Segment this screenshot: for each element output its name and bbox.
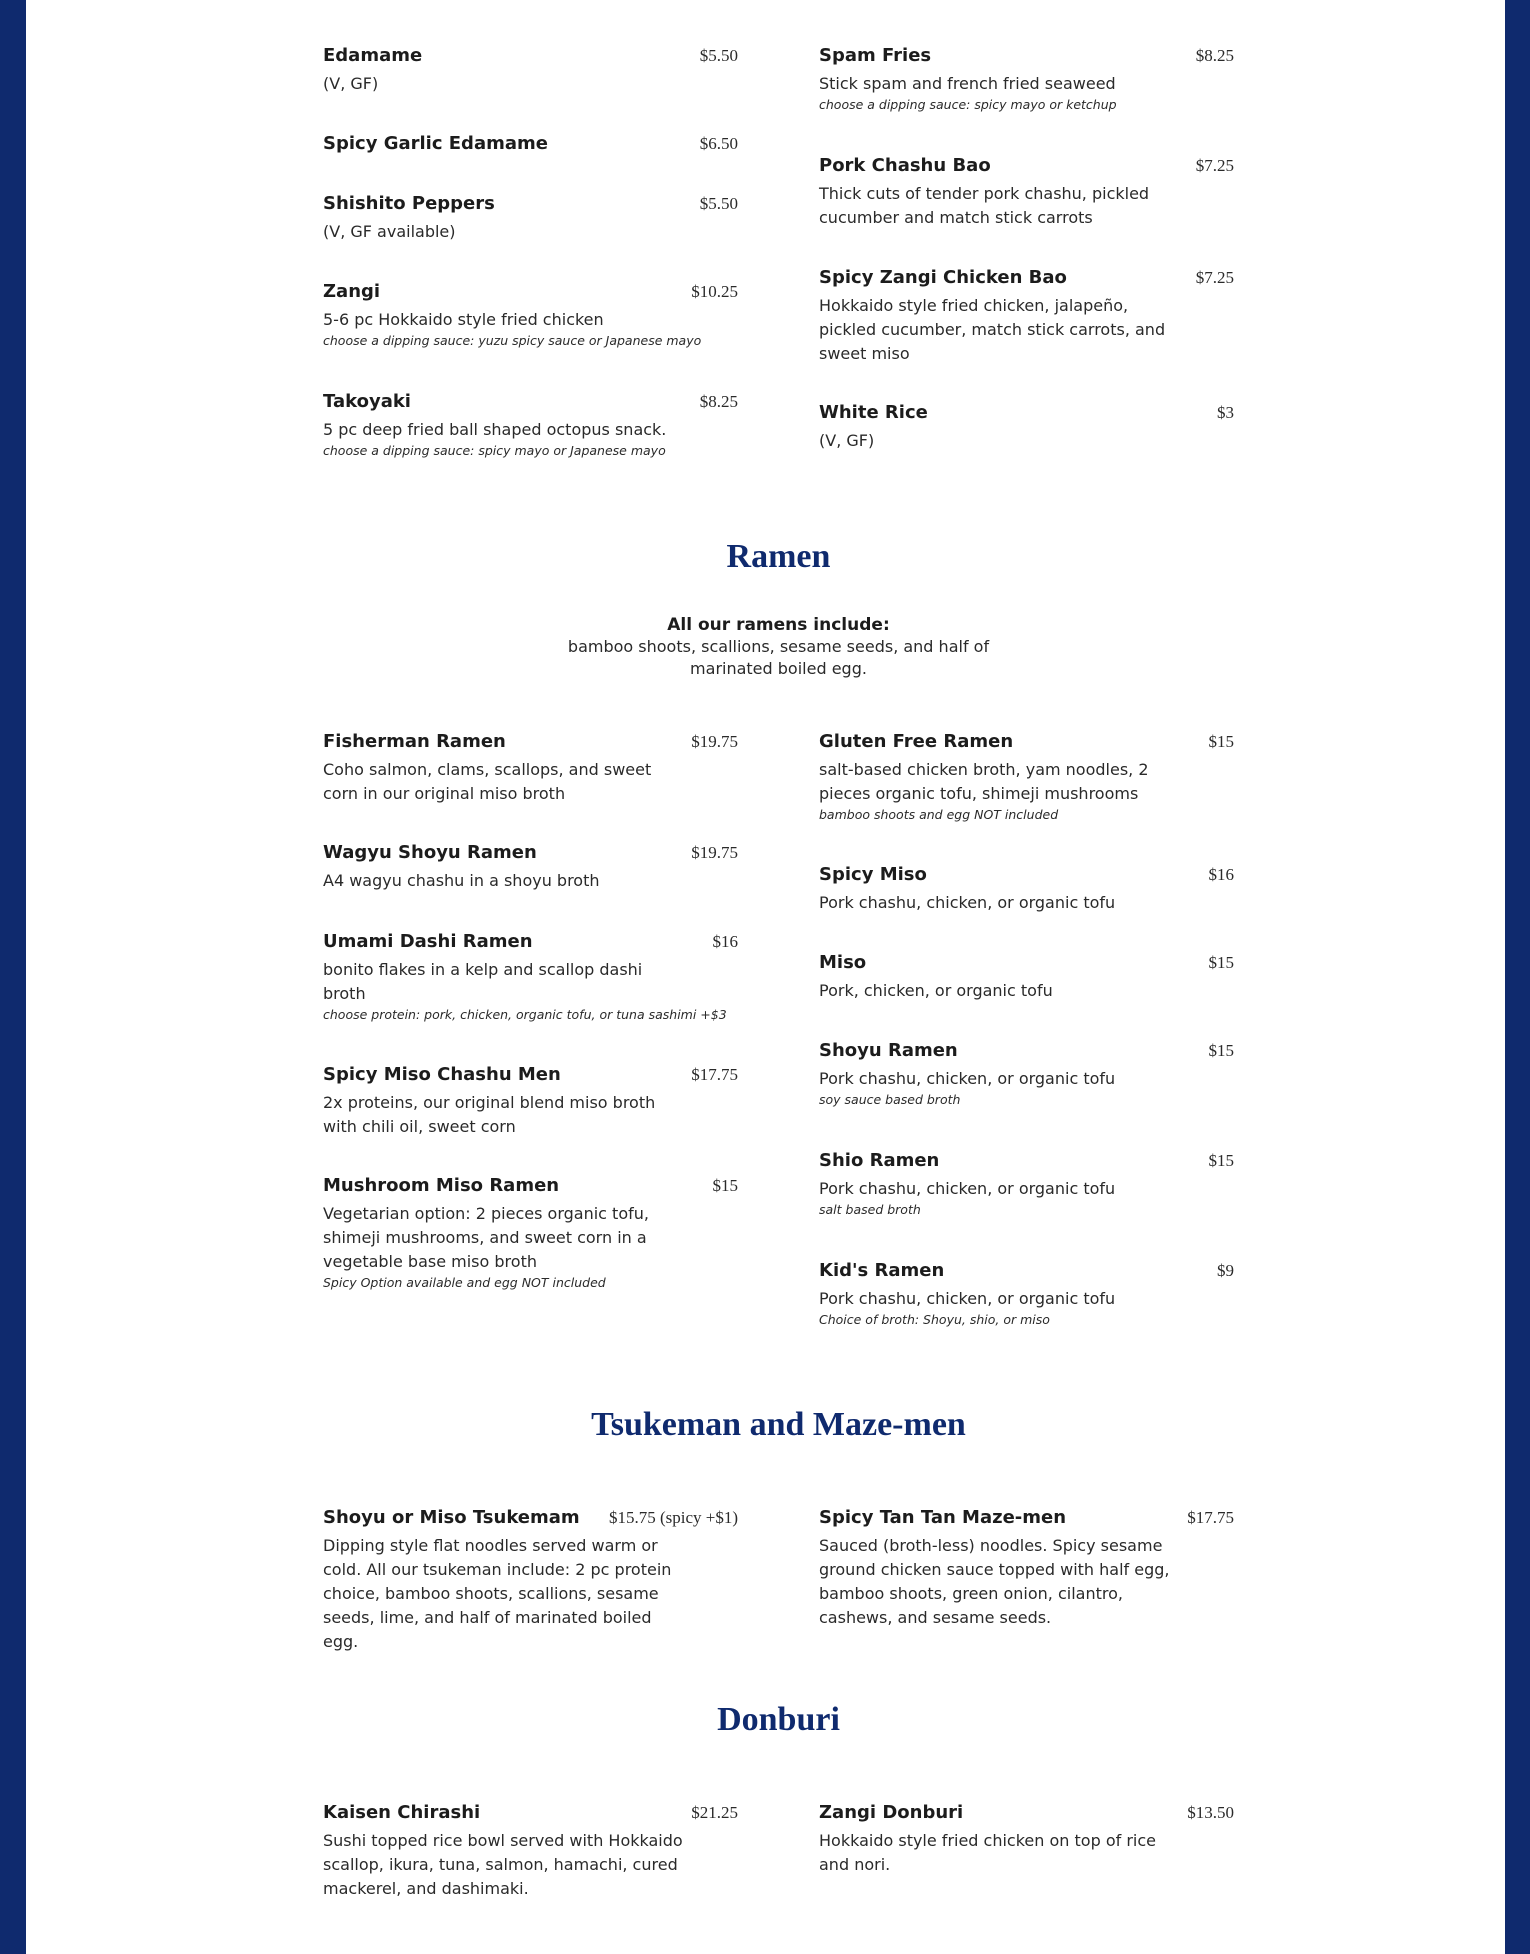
item-note: Spicy Option available and egg NOT included <box>323 1275 606 1290</box>
item-note: choose a dipping sauce: spicy mayo or ketchup <box>819 97 1117 112</box>
ramen-intro-line: bamboo shoots, scallions, sesame seeds, and half of <box>567 637 990 656</box>
item-price: $10.25 <box>691 282 738 301</box>
item-description: Pork chashu, chicken, or organic tofu <box>819 1289 1116 1308</box>
item-name: Kid's Ramen <box>819 1260 945 1281</box>
item-price: $8.25 <box>699 392 738 411</box>
item-description: Thick cuts of tender pork chashu, pickled cucumber and match stick carrots <box>819 184 1150 227</box>
donburi-section <box>323 1802 1234 1901</box>
menu-item <box>819 1260 1234 1328</box>
menu-item <box>819 731 1234 864</box>
item-name: Pork Chashu Bao <box>819 155 991 176</box>
item-price: $13.50 <box>1187 1803 1234 1822</box>
item-name: Spicy Miso Chashu Men <box>323 1064 561 1085</box>
ramen-intro <box>323 614 1234 680</box>
menu-item <box>323 842 738 931</box>
section-title-tsukemen: Tsukeman and Maze-men <box>591 1406 966 1443</box>
item-description: 5 pc deep fried ball shaped octopus snack. <box>323 420 667 439</box>
item-price: $3 <box>1217 403 1234 422</box>
item-description: Dipping style flat noodles served warm or cold. All our tsukeman include: 2 pc protein choice, bamboo shoots, scallions, sesame seeds, lime, and half of marinated boiled egg. <box>323 1536 672 1651</box>
menu-item <box>323 391 738 459</box>
item-name: Kaisen Chirashi <box>323 1802 481 1823</box>
ramen-right-column <box>819 731 1234 1328</box>
item-note: bamboo shoots and egg NOT included <box>819 807 1059 822</box>
menu-item <box>819 1150 1234 1260</box>
item-price: $7.25 <box>1195 156 1234 175</box>
menu-item <box>323 1802 738 1901</box>
menu-item <box>323 45 738 133</box>
item-price: $17.75 <box>1187 1508 1234 1527</box>
menu-item <box>323 1507 738 1654</box>
item-description: Coho salmon, clams, scallops, and sweet corn in our original miso broth <box>323 760 652 803</box>
menu-item <box>323 1175 738 1291</box>
item-name: Edamame <box>323 45 423 66</box>
item-note: choose a dipping sauce: yuzu spicy sauce or Japanese mayo <box>323 333 702 348</box>
menu-item <box>819 1507 1234 1630</box>
tsukemen-section <box>323 1507 1234 1654</box>
item-price: $16 <box>1208 865 1234 884</box>
item-name: Spicy Zangi Chicken Bao <box>819 267 1067 288</box>
menu-item <box>323 133 738 193</box>
item-description: Pork, chicken, or organic tofu <box>819 981 1053 1000</box>
item-price: $16 <box>712 932 738 951</box>
item-price: $5.50 <box>699 46 738 65</box>
item-price: $5.50 <box>699 194 738 213</box>
menu-item <box>819 402 1234 453</box>
menu-item <box>323 931 738 1064</box>
item-price: $15.75 (spicy +$1) <box>608 1508 738 1527</box>
item-price: $15 <box>1208 1041 1234 1060</box>
menu-item <box>323 1064 738 1175</box>
item-name: Zangi <box>323 281 381 302</box>
item-price: $6.50 <box>699 134 738 153</box>
item-description: (V, GF) <box>323 74 379 93</box>
item-description: bonito flakes in a kelp and scallop dashi broth <box>323 960 643 1003</box>
item-note: Choice of broth: Shoyu, shio, or miso <box>819 1312 1050 1327</box>
menu-item <box>819 1040 1234 1150</box>
item-note: soy sauce based broth <box>819 1092 961 1107</box>
item-description: 2x proteins, our original blend miso broth with chili oil, sweet corn <box>323 1093 656 1136</box>
menu-item <box>819 864 1234 952</box>
item-description: A4 wagyu chashu in a shoyu broth <box>323 871 600 890</box>
item-price: $8.25 <box>1195 46 1234 65</box>
item-name: Mushroom Miso Ramen <box>323 1175 560 1196</box>
item-price: $9 <box>1217 1261 1234 1280</box>
item-name: Spicy Tan Tan Maze-men <box>819 1507 1067 1528</box>
menu-item <box>819 155 1234 267</box>
item-price: $7.25 <box>1195 268 1234 287</box>
item-name: White Rice <box>819 402 928 423</box>
menu-item <box>323 193 738 281</box>
menu-item <box>819 45 1234 155</box>
item-description: Sauced (broth-less) noodles. Spicy sesame ground chicken sauce topped with half egg, bamboo shoots, green onion, cilantro, cashews, and sesame seeds. <box>819 1536 1170 1627</box>
item-price: $15 <box>1208 1151 1234 1170</box>
menu-item <box>819 1802 1234 1877</box>
item-description: 5-6 pc Hokkaido style fried chicken <box>323 310 604 329</box>
item-price: $19.75 <box>691 732 738 751</box>
item-name: Wagyu Shoyu Ramen <box>323 842 537 863</box>
item-price: $21.25 <box>691 1803 738 1822</box>
item-description: Vegetarian option: 2 pieces organic tofu, shimeji mushrooms, and sweet corn in a vegetable base miso broth <box>323 1204 649 1271</box>
appetizers-right-column <box>819 45 1234 459</box>
tsukemen-left-column <box>323 1507 738 1654</box>
item-description: salt-based chicken broth, yam noodles, 2 pieces organic tofu, shimeji mushrooms <box>819 760 1149 803</box>
item-price: $19.75 <box>691 843 738 862</box>
item-note: choose a dipping sauce: spicy mayo or Japanese mayo <box>323 443 666 458</box>
item-name: Umami Dashi Ramen <box>323 931 533 952</box>
item-note: choose protein: pork, chicken, organic tofu, or tuna sashimi +$3 <box>323 1007 727 1022</box>
item-price: $17.75 <box>691 1065 738 1084</box>
item-description: Pork chashu, chicken, or organic tofu <box>819 893 1116 912</box>
item-name: Shishito Peppers <box>323 193 495 214</box>
item-name: Shio Ramen <box>819 1150 940 1171</box>
item-description: Hokkaido style fried chicken on top of rice and nori. <box>819 1831 1156 1874</box>
item-name: Gluten Free Ramen <box>819 731 1014 752</box>
item-name: Shoyu Ramen <box>819 1040 958 1061</box>
item-note: salt based broth <box>819 1202 921 1217</box>
ramen-section <box>323 731 1234 1328</box>
item-price: $15 <box>1208 732 1234 751</box>
item-name: Takoyaki <box>323 391 411 412</box>
item-price: $15 <box>1208 953 1234 972</box>
menu-item <box>819 952 1234 1040</box>
section-title-ramen: Ramen <box>726 538 831 575</box>
menu-page <box>26 0 1505 1954</box>
menu-item <box>323 281 738 391</box>
menu-item <box>819 267 1234 402</box>
tsukemen-right-column <box>819 1507 1234 1654</box>
menu-item <box>323 731 738 842</box>
ramen-intro-heading: All our ramens include: <box>667 615 890 635</box>
section-title-donburi: Donburi <box>717 1701 840 1738</box>
item-description: Hokkaido style fried chicken, jalapeño, pickled cucumber, match stick carrots, and sweet miso <box>819 296 1166 363</box>
item-name: Zangi Donburi <box>819 1802 964 1823</box>
appetizers-left-column <box>323 45 738 459</box>
item-description: (V, GF) <box>819 431 875 450</box>
item-description: Pork chashu, chicken, or organic tofu <box>819 1069 1116 1088</box>
ramen-left-column <box>323 731 738 1328</box>
donburi-left-column <box>323 1802 738 1901</box>
donburi-right-column <box>819 1802 1234 1901</box>
item-name: Miso <box>819 952 867 973</box>
item-description: (V, GF available) <box>323 222 456 241</box>
item-price: $15 <box>712 1176 738 1195</box>
item-name: Fisherman Ramen <box>323 731 506 752</box>
item-description: Sushi topped rice bowl served with Hokkaido scallop, ikura, tuna, salmon, hamachi, cured mackerel, and dashimaki. <box>323 1831 683 1898</box>
item-description: Stick spam and french fried seaweed <box>819 74 1116 93</box>
item-name: Spicy Miso <box>819 864 927 885</box>
appetizers-section <box>323 45 1234 459</box>
item-name: Spicy Garlic Edamame <box>323 133 548 154</box>
item-name: Shoyu or Miso Tsukemam <box>323 1507 580 1528</box>
item-name: Spam Fries <box>819 45 932 66</box>
ramen-intro-line: marinated boiled egg. <box>690 659 867 678</box>
item-description: Pork chashu, chicken, or organic tofu <box>819 1179 1116 1198</box>
